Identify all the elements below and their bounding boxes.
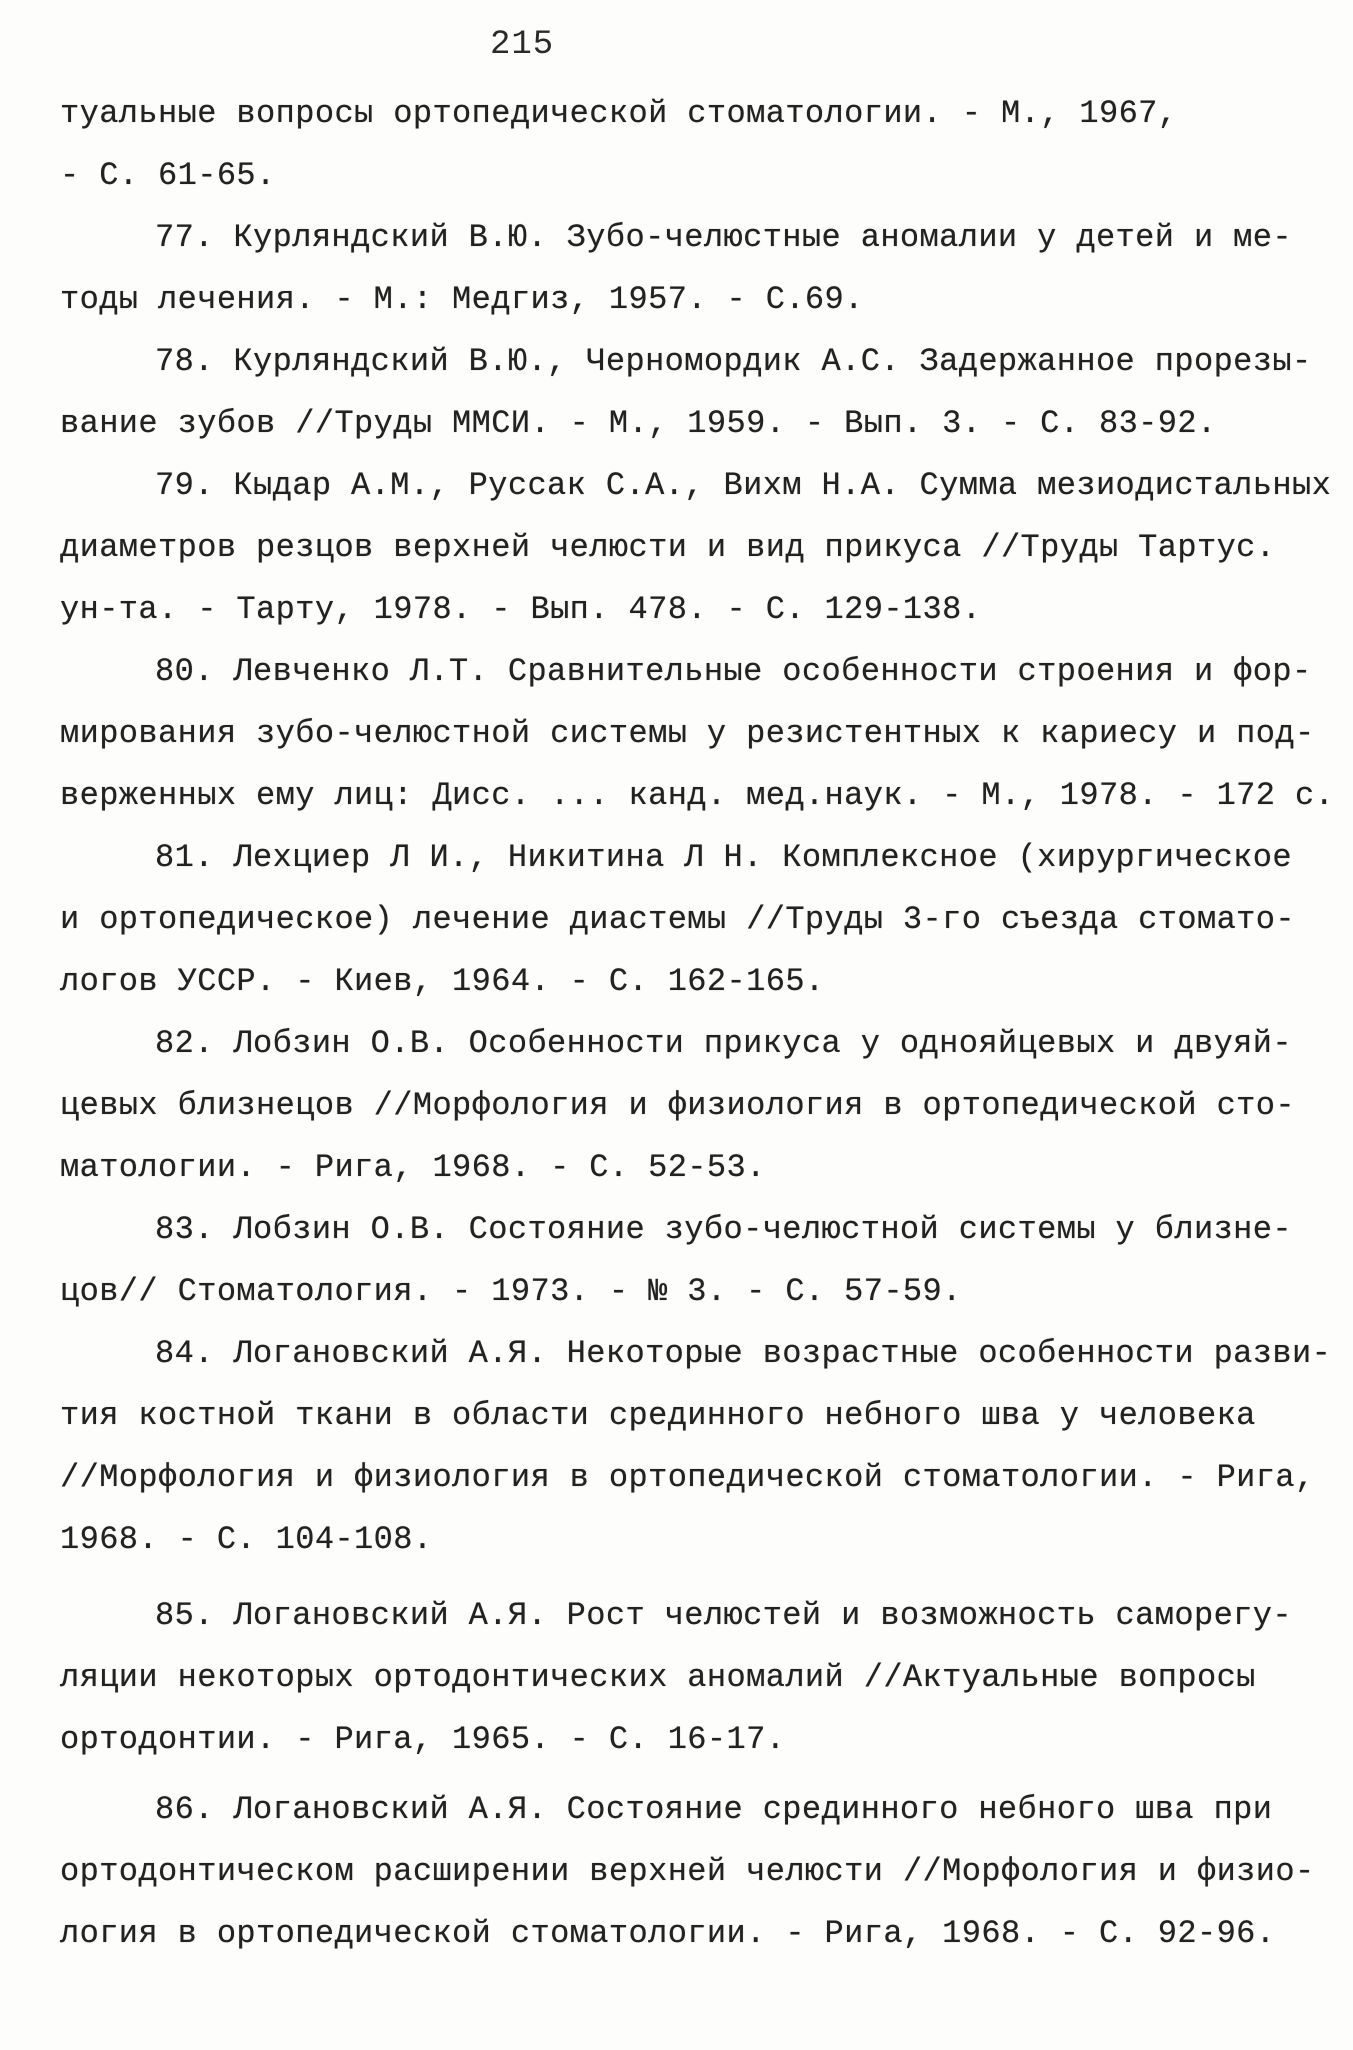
text-line: - С. 61-65. xyxy=(60,157,276,194)
reference-84-start: 84. Логановский А.Я. Некоторые возрастные особенности разви- xyxy=(155,1335,1332,1372)
reference-77-start: 77. Курляндский В.Ю. Зубо-челюстные аномалии у детей и ме- xyxy=(155,219,1292,256)
text-line: матологии. - Рига, 1968. - С. 52-53. xyxy=(60,1149,766,1186)
reference-79-start: 79. Кыдар А.М., Руссак С.А., Вихм Н.А. Сумма мезиодистальных xyxy=(155,467,1332,504)
reference-81-start: 81. Лехциер Л И., Никитина Л Н. Комплексное (хирургическое xyxy=(155,839,1292,876)
text-line: вание зубов //Труды ММСИ. - М., 1959. - Вып. 3. - С. 83-92. xyxy=(60,405,1217,442)
text-line: верженных ему лиц: Дисс. ... канд. мед.наук. - М., 1978. - 172 с. xyxy=(60,777,1335,814)
reference-86-start: 86. Логановский А.Я. Состояние срединного небного шва при xyxy=(155,1791,1273,1828)
text-line: ортодонтии. - Рига, 1965. - С. 16-17. xyxy=(60,1721,786,1758)
text-line: //Морфология и физиология в ортопедической стоматологии. - Рига, xyxy=(60,1459,1315,1496)
text-line: 1968. - С. 104-108. xyxy=(60,1521,433,1558)
text-line: ляции некоторых ортодонтических аномалий //Актуальные вопросы xyxy=(60,1659,1256,1696)
reference-83-start: 83. Лобзин О.В. Состояние зубо-челюстной системы у близне- xyxy=(155,1211,1292,1248)
text-line: цевых близнецов //Морфология и физиология в ортопедической сто- xyxy=(60,1087,1295,1124)
text-line: тия костной ткани в области срединного небного шва у человека xyxy=(60,1397,1256,1434)
text-line: туальные вопросы ортопедической стоматологии. - М., 1967, xyxy=(60,95,1178,132)
text-line: логов УССР. - Киев, 1964. - С. 162-165. xyxy=(60,963,825,1000)
text-line: мирования зубо-челюстной системы у резистентных к кариесу и под- xyxy=(60,715,1315,752)
text-line: ортодонтическом расширении верхней челюсти //Морфология и физио- xyxy=(60,1853,1315,1890)
reference-85-start: 85. Логановский А.Я. Рост челюстей и возможность саморегу- xyxy=(155,1597,1292,1634)
text-line: цов// Стоматология. - 1973. - № 3. - С. 57-59. xyxy=(60,1273,962,1310)
reference-82-start: 82. Лобзин О.В. Особенности прикуса у однояйцевых и двуяй- xyxy=(155,1025,1292,1062)
text-line: диаметров резцов верхней челюсти и вид прикуса //Труды Тартус. xyxy=(60,529,1276,566)
text-line: ун-та. - Тарту, 1978. - Вып. 478. - С. 129-138. xyxy=(60,591,982,628)
text-line: логия в ортопедической стоматологии. - Рига, 1968. - С. 92-96. xyxy=(60,1915,1276,1952)
page-number: 215 xyxy=(490,26,555,64)
text-line: и ортопедическое) лечение диастемы //Труды 3-го съезда стомато- xyxy=(60,901,1295,938)
reference-80-start: 80. Левченко Л.Т. Сравнительные особенности строения и фор- xyxy=(155,653,1312,690)
reference-78-start: 78. Курляндский В.Ю., Черномордик А.С. Задержанное прорезы- xyxy=(155,343,1312,380)
text-line: тоды лечения. - М.: Медгиз, 1957. - С.69. xyxy=(60,281,864,318)
